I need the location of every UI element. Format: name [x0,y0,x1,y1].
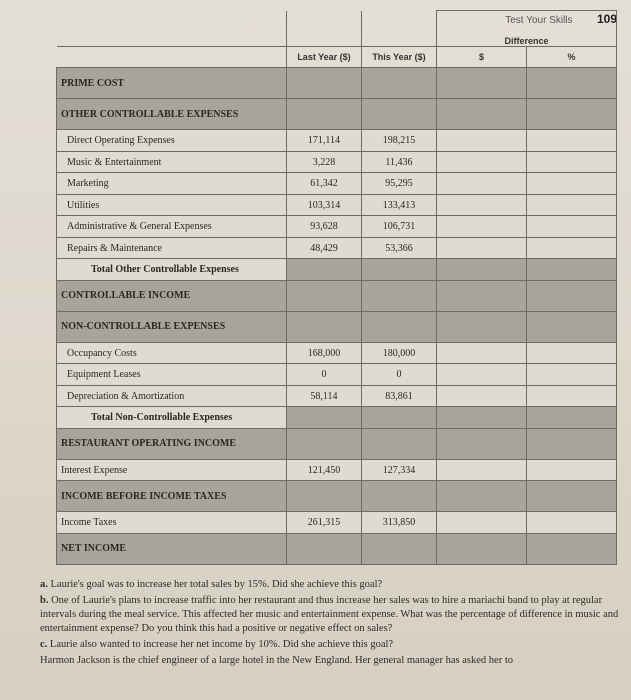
header-dollar: $ [437,46,527,67]
last-year-value [287,481,362,512]
difference-percent-cell [527,364,617,385]
row-label: Repairs & Maintenance [57,237,287,258]
table-row [57,311,617,342]
table-row [57,68,617,99]
difference-dollar-cell [437,68,527,99]
last-year-value: 171,114 [287,130,362,151]
question-b-letter: b. [40,595,49,606]
difference-dollar-cell [437,151,527,172]
difference-percent-cell [527,237,617,258]
table-row [57,216,617,237]
question-a-text: Laurie's goal was to increase her total sales by 15%. Did she achieve this goal? [50,579,383,590]
table-row [57,259,617,280]
difference-percent-cell [527,407,617,428]
questions [40,578,620,670]
difference-percent-cell [527,194,617,215]
difference-percent-cell [527,512,617,533]
last-year-value: 103,314 [287,194,362,215]
difference-dollar-cell [437,99,527,130]
question-c-text: Laurie also wanted to increase her net income by 10%. Did she achieve this goal? [49,639,394,650]
header-percent: % [527,46,617,67]
this-year-value: 95,295 [362,173,437,194]
this-year-value: 83,861 [362,385,437,406]
row-label: INCOME BEFORE INCOME TAXES [57,481,287,512]
difference-dollar-cell [437,512,527,533]
row-label: Direct Operating Expenses [57,130,287,151]
this-year-value: 180,000 [362,342,437,363]
this-year-value: 53,366 [362,237,437,258]
header-blank [57,11,287,47]
header-this-year: This Year ($) [362,46,437,67]
this-year-value [362,68,437,99]
difference-percent-cell [527,259,617,280]
this-year-value [362,99,437,130]
last-year-value [287,428,362,459]
last-year-value: 168,000 [287,342,362,363]
difference-dollar-cell [437,280,527,311]
row-label: NET INCOME [57,533,287,564]
table-row [57,151,617,172]
table-row [57,385,617,406]
question-d-text: Harmon Jackson is the chief engineer of a large hotel in the New England. Her general manager has asked her to [40,655,514,666]
last-year-value [287,311,362,342]
last-year-value [287,99,362,130]
difference-dollar-cell [437,364,527,385]
difference-dollar-cell [437,173,527,194]
page-number: 109 [596,12,617,26]
difference-percent-cell [527,173,617,194]
row-label: Depreciation & Amortization [57,385,287,406]
table-row [57,280,617,311]
last-year-value: 58,114 [287,385,362,406]
this-year-value [362,280,437,311]
running-head-section: Test Your Skills [505,15,573,26]
difference-dollar-cell [437,130,527,151]
difference-dollar-cell [437,428,527,459]
header-label-blank [57,46,287,67]
question-c-letter: c. [40,639,48,650]
difference-percent-cell [527,459,617,480]
row-label: PRIME COST [57,68,287,99]
this-year-value [362,407,437,428]
row-label: Marketing [57,173,287,194]
this-year-value [362,311,437,342]
this-year-value: 11,436 [362,151,437,172]
row-label: CONTROLLABLE INCOME [57,280,287,311]
row-label: OTHER CONTROLLABLE EXPENSES [57,99,287,130]
this-year-value: 313,850 [362,512,437,533]
header-last-year: Last Year ($) [287,46,362,67]
last-year-value: 121,450 [287,459,362,480]
table-row [57,342,617,363]
row-label: RESTAURANT OPERATING INCOME [57,428,287,459]
table-row [57,237,617,258]
difference-dollar-cell [437,342,527,363]
difference-percent-cell [527,428,617,459]
difference-dollar-cell [437,259,527,280]
difference-percent-cell [527,280,617,311]
difference-dollar-cell [437,385,527,406]
last-year-value [287,280,362,311]
question-c [40,638,620,652]
difference-dollar-cell [437,216,527,237]
this-year-value: 106,731 [362,216,437,237]
difference-dollar-cell [437,407,527,428]
difference-percent-cell [527,385,617,406]
difference-percent-cell [527,342,617,363]
header-row-top [57,11,617,47]
header-difference: Difference [437,11,617,47]
difference-percent-cell [527,130,617,151]
header-row [57,46,617,67]
header-blank [362,11,437,47]
last-year-value [287,68,362,99]
header-blank [287,11,362,47]
question-a-letter: a. [40,579,48,590]
difference-percent-cell [527,151,617,172]
question-b-text: One of Laurie's plans to increase traffic into her restaurant and thus increase her sales was to hire a mariachi band to play at regular intervals during the meal service. This affected her music and entertainment expense. What was the percentage of difference in music and entertainment expense? Do you think this had a positive or negative effect on sales? [40,595,619,634]
row-label: Equipment Leases [57,364,287,385]
this-year-value: 0 [362,364,437,385]
last-year-value: 61,342 [287,173,362,194]
table-row [57,173,617,194]
this-year-value: 133,413 [362,194,437,215]
row-label: Administrative & General Expenses [57,216,287,237]
table-row [57,407,617,428]
difference-dollar-cell [437,237,527,258]
question-a [40,578,620,592]
difference-percent-cell [527,481,617,512]
last-year-value [287,533,362,564]
table-row [57,459,617,480]
last-year-value [287,259,362,280]
difference-percent-cell [527,99,617,130]
table-row [57,481,617,512]
last-year-value [287,407,362,428]
row-label: Music & Entertainment [57,151,287,172]
difference-percent-cell [527,311,617,342]
this-year-value [362,428,437,459]
difference-dollar-cell [437,533,527,564]
last-year-value: 93,628 [287,216,362,237]
income-statement-table [56,10,617,565]
last-year-value: 48,429 [287,237,362,258]
this-year-value: 127,334 [362,459,437,480]
last-year-value: 261,315 [287,512,362,533]
table-row [57,99,617,130]
difference-dollar-cell [437,311,527,342]
row-label: Income Taxes [57,512,287,533]
this-year-value [362,533,437,564]
row-label: Interest Expense [57,459,287,480]
row-label: Occupancy Costs [57,342,287,363]
table-row [57,364,617,385]
this-year-value [362,259,437,280]
question-b [40,594,620,636]
difference-percent-cell [527,68,617,99]
row-label: NON-CONTROLLABLE EXPENSES [57,311,287,342]
table-row [57,512,617,533]
question-d-fragment [40,654,620,668]
table-row [57,533,617,564]
table-row [57,428,617,459]
last-year-value: 3,228 [287,151,362,172]
row-label: Utilities [57,194,287,215]
table-row [57,194,617,215]
last-year-value: 0 [287,364,362,385]
difference-percent-cell [527,533,617,564]
difference-dollar-cell [437,459,527,480]
row-label: Total Other Controllable Expenses [57,259,287,280]
this-year-value: 198,215 [362,130,437,151]
difference-percent-cell [527,216,617,237]
row-label: Total Non-Controllable Expenses [57,407,287,428]
difference-dollar-cell [437,194,527,215]
difference-dollar-cell [437,481,527,512]
this-year-value [362,481,437,512]
table-row [57,130,617,151]
